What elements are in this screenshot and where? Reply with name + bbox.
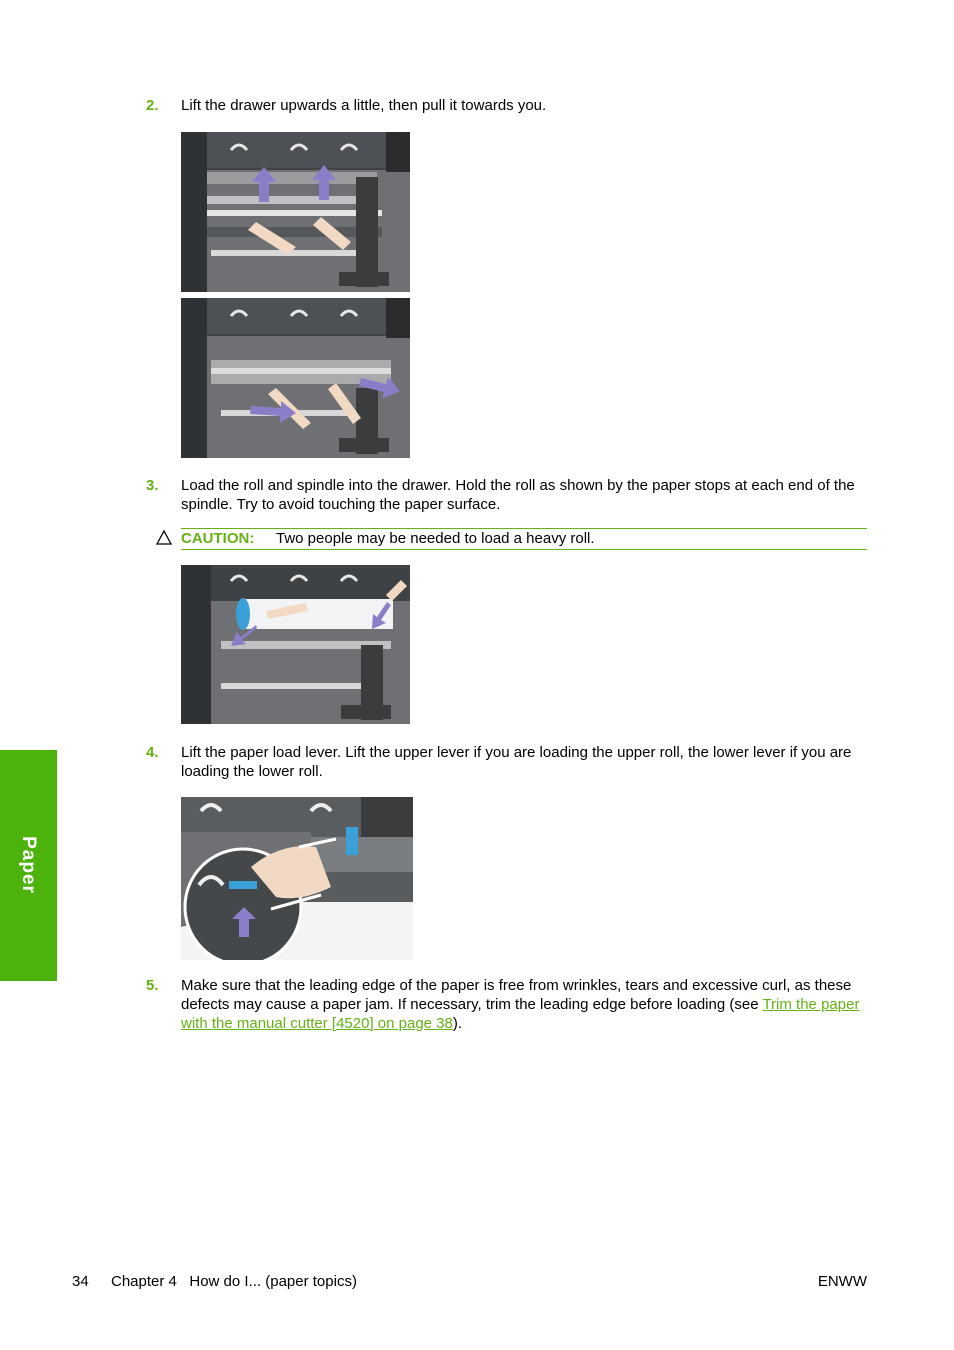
- caution-note: [181, 528, 867, 550]
- figure-lift-lever: [181, 797, 413, 960]
- step-text-after: ).: [452, 1015, 463, 1032]
- step-number: 2.: [146, 97, 159, 114]
- step-text-before: Make sure that the leading edge of the paper is free from wrinkles, tears and excessive curl, as these defects may cause a paper jam. If necessary, trim the leading edge before loading (see: [181, 977, 852, 1013]
- step-number: 4.: [146, 744, 159, 761]
- side-tab-label: Paper: [18, 836, 39, 894]
- caution-text: Two people may be needed to load a heavy roll.: [276, 530, 595, 547]
- step-number: 3.: [146, 477, 159, 494]
- step-text: Load the roll and spindle into the drawer. Hold the roll as shown by the paper stops at each end of the spindle. Try to avoid touching the paper surface.: [181, 477, 855, 513]
- step-text: Lift the drawer upwards a little, then pull it towards you.: [181, 97, 547, 114]
- footer-chapter: Chapter 4 How do I... (paper topics): [111, 1273, 357, 1290]
- step-number: 5.: [146, 977, 159, 994]
- figure-load-roll: [181, 565, 410, 724]
- step-text: Lift the paper load lever. Lift the upper lever if you are loading the upper roll, the lower lever if you are loading the lower roll.: [181, 744, 852, 780]
- step-text: [181, 976, 868, 1033]
- footer-right: ENWW: [817, 1273, 867, 1290]
- side-tab: [0, 750, 57, 981]
- figure-lift-drawer: [181, 132, 410, 292]
- figure-pull-drawer: [181, 298, 410, 458]
- caution-label: CAUTION:: [181, 530, 255, 547]
- trim-paper-link[interactable]: Trim the paper with the manual cutter [4520] on page 38: [181, 996, 860, 1032]
- caution-triangle-icon: [155, 529, 173, 547]
- footer-page-number: 34: [72, 1273, 89, 1290]
